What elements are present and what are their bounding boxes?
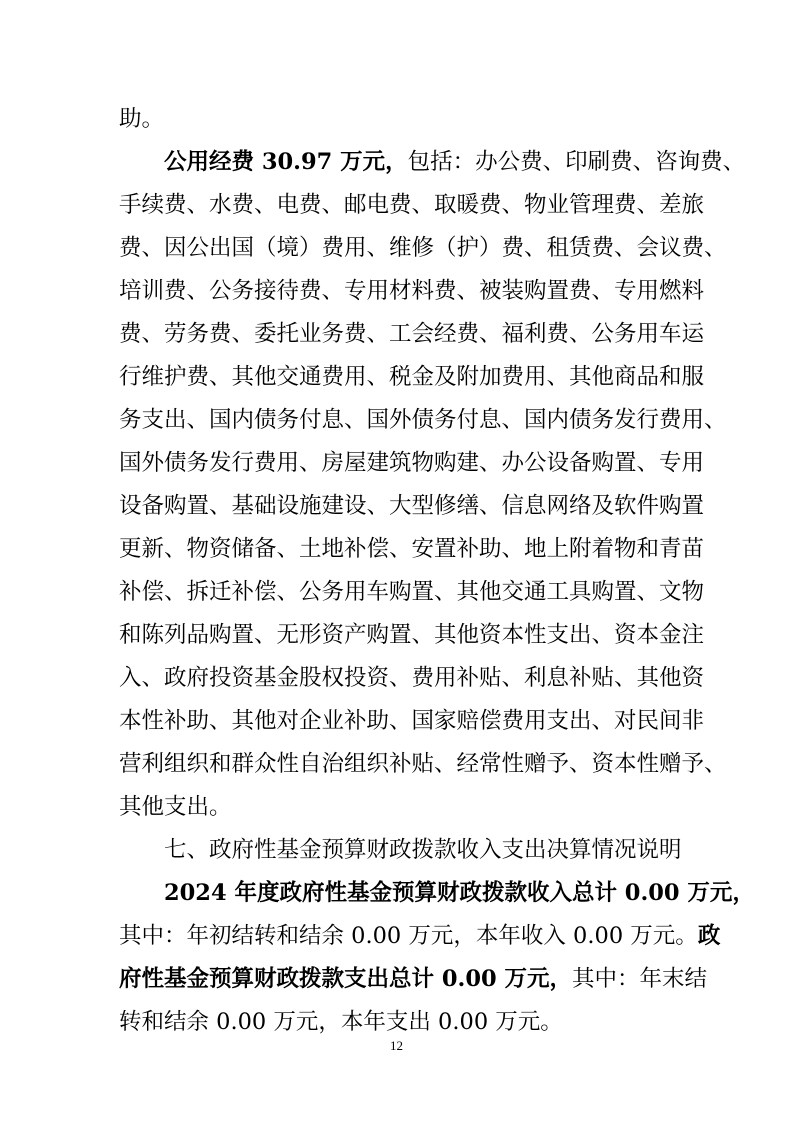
paragraph-continuation-line [119,104,679,134]
public-funds-line: 费、因公出国（境）费用、维修（护）费、租赁费、会议费、 [119,235,727,261]
section7-income-total: 2024 年度政府性基金预算财政拨款收入总计 0.00 万元， [164,880,755,906]
public-funds-line: 其他支出。 [119,794,232,820]
public-funds-line: 入、政府投资基金股权投资、费用补贴、利息补贴、其他资 [119,665,705,691]
section7-income-detail-line [119,921,721,951]
section7-expense-total: 府性基金预算财政拨款支出总计 0.00 万元， [119,966,572,992]
public-funds-line: 更新、物资储备、土地补偿、安置补助、地上附着物和青苗 [119,536,705,562]
public-funds-first-line [164,147,746,177]
public-funds-intro: 包括：办公费、印刷费、咨询费、 [407,149,746,175]
public-funds-line: 务支出、国内债务付息、国外债务付息、国内债务发行费用、 [119,407,727,433]
public-funds-line: 培训费、公务接待费、专用材料费、被装购置费、专用燃料 [119,278,705,304]
public-funds-line: 补偿、拆迁补偿、公务用车购置、其他交通工具购置、文物 [119,579,705,605]
public-funds-line: 和陈列品购置、无形资产购置、其他资本性支出、资本金注 [119,622,705,648]
public-funds-amount: 公用经费 30.97 万元， [164,149,408,175]
public-funds-line: 本性补助、其他对企业补助、国家赔偿费用支出、对民间非 [119,708,705,734]
public-funds-line: 费、劳务费、委托业务费、工会经费、福利费、公务用车运 [119,321,705,347]
public-funds-line: 设备购置、基础设施建设、大型修缮、信息网络及软件购置 [119,493,705,519]
section-heading: 七、政府性基金预算财政拨款收入支出决算情况说明 [164,837,682,863]
public-funds-line: 国外债务发行费用、房屋建筑物购建、办公设备购置、专用 [119,450,705,476]
section7-expense-detail-line: 转和结余 0.00 万元，本年支出 0.00 万元。 [119,1009,563,1035]
text-run: 助。 [119,106,165,132]
public-funds-line: 营利组织和群众性自治组织补贴、经常性赠予、资本性赠予、 [119,751,727,777]
page-number: 12 [390,1038,403,1053]
text-run: 其中：年初结转和结余 0.00 万元，本年收入 0.00 万元。 [119,923,698,949]
text-run-bold: 政 [697,923,721,949]
section7-expense-total-line [119,964,707,994]
text-run: 其中：年末结 [571,966,707,992]
public-funds-line: 手续费、水费、电费、邮电费、取暖费、物业管理费、差旅 [119,192,705,218]
public-funds-line: 行维护费、其他交通费用、税金及附加费用、其他商品和服 [119,364,705,390]
